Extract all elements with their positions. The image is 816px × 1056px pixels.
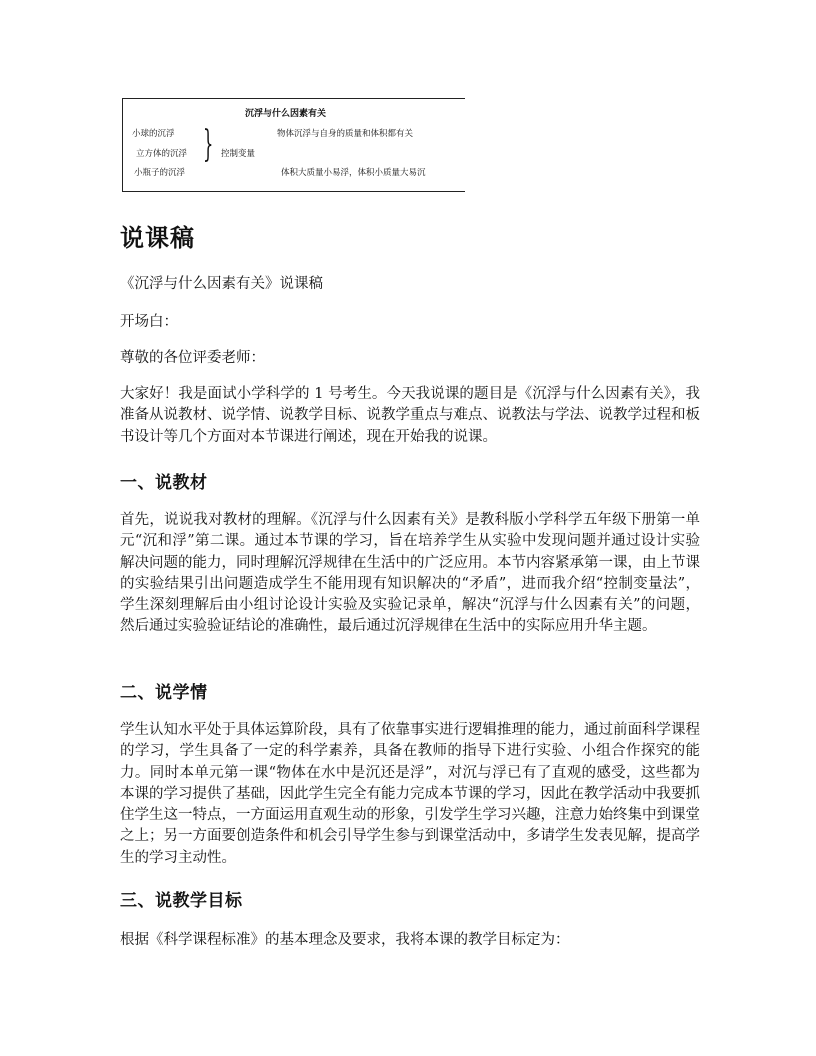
subtitle: 《沉浮与什么因素有关》说课稿 [120,276,323,292]
section-body: 学生认知水平处于具体运算阶段，具有了依靠事实进行逻辑推理的能力，通过前面科学课程的学习，学生具备了一定的科学素养，具备在教师的指导下进行实验、小组合作探究的能力。同时本单元第一课“物体在水中是沉还是浮”，对沉与浮已有了直观的感受，这些都为本课的学习提供了基础，因此学生完全有能力完成本节课的学习，因此在教学活动中我要抓住学生这一特点，一方面运用直观生动的形象，引发学生学习兴趣，注意力始终集中到课堂之上；另一方面要创造条件和机会引导学生参与到课堂活动中，多请学生发表见解，提高学生的学习主动性。 [120,722,700,866]
board-conclusion: 体积大质量小易浮，体积小质量大易沉 [281,168,426,178]
section-body: 根据《科学课程标准》的基本理念及要求，我将本课的教学目标定为： [120,932,570,948]
board-conclusion: 物体沉浮与自身的质量和体积都有关 [277,129,414,139]
greeting: 尊敬的各位评委老师： [120,350,265,366]
section-heading: 二、说学情 [120,683,208,703]
brace-icon: } [203,124,214,165]
board-item: 小瓶子的沉浮 [134,168,186,178]
board-item: 立方体的沉浮 [136,149,188,159]
section-body: 首先，说说我对教材的理解。《沉浮与什么因素有关》是教科版小学科学五年级下册第一单元“沉和浮”第二课。通过本节课的学习，旨在培养学生从实验中发现问题并通过设计实验解决问题的能力，同时理解沉浮规律在生活中的广泛应用。本节内容紧承第一课，由上节课的实验结果引出问题造成学生不能用现有知识解决的“矛盾”，进而我介绍“控制变量法”，学生深刻理解后由小组讨论设计实验及实验记录单，解决“沉浮与什么因素有关”的问题，然后通过实验验证结论的准确性，最后通过沉浮规律在生活中的实际应用升华主题。 [120,512,700,635]
intro-paragraph: 大家好！我是面试小学科学的 1 号考生。今天我说课的题目是《沉浮与什么因素有关》，我准备从说教材、说学情、说教学目标、说教学重点与难点、说教法与学法、说教学过程和板书设计等几个方面对本节课进行阐述，现在开始我的说课。 [120,386,700,445]
section-heading: 一、说教材 [120,473,208,493]
page-title: 说课稿 [120,224,195,252]
board-item: 小球的沉浮 [132,129,175,139]
section-heading: 三、说教学目标 [120,891,243,911]
board-method: 控制变量 [221,149,256,159]
board-title: 沉浮与什么因素有关 [245,109,327,119]
opening-label: 开场白： [120,314,178,330]
blackboard-figure [122,98,465,192]
